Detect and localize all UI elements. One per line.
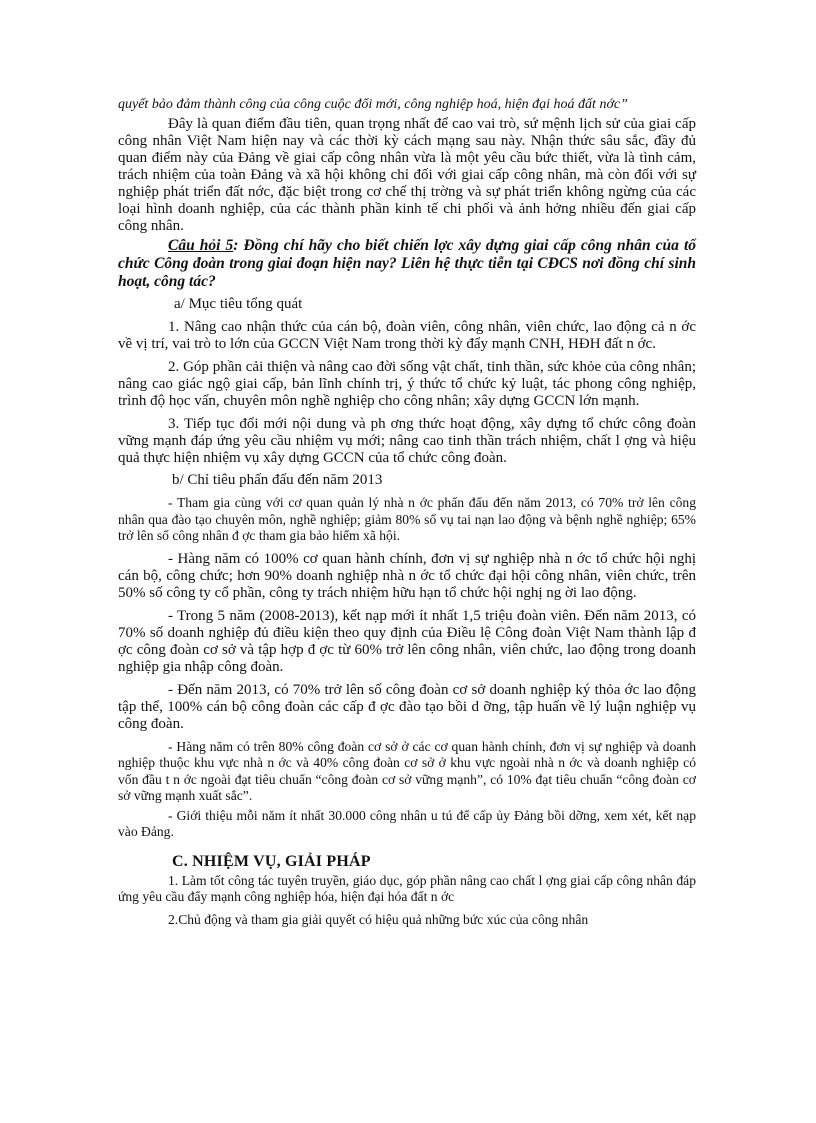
task-item: 2.Chủ động và tham gia giải quyết có hiệu quả những bức xúc của công nhân	[168, 911, 589, 927]
question-5	[118, 237, 696, 291]
document-page	[118, 96, 696, 928]
target-item: - Đến năm 2013, có 70% trở lên số công đoàn cơ sở doanh nghiệp ký thỏa ớc lao động tập thể, 100% cán bộ công đoàn các cấp đ ợc đào tạo bồi d ỡng, tập huấn về lý luận nghiệp vụ công đoàn.	[118, 681, 696, 732]
target-item: - Hàng năm có trên 80% công đoàn cơ sở ở các cơ quan hành chính, đơn vị sự nghiệp và doanh nghiệp thuộc khu vực nhà n ớc và 40% công đoàn cơ sở ở khu vực ngoài nhà n ớc và doanh nghiệp có vốn đầu t n ớc ngoài đạt tiêu chuẩn “công đoàn cơ sở vững mạnh”, có 10% đạt tiêu chuẩn “công đoàn cơ sở vững mạnh xuất sắc”.	[118, 738, 696, 803]
target-item: - Trong 5 năm (2008-2013), kết nạp mới ít nhất 1,5 triệu đoàn viên. Đến năm 2013, có 70% số doanh nghiệp đủ điều kiện theo quy định của Điều lệ Công đoàn Việt Nam thành lập đ ợc công đoàn cơ sở và tập hợp đ ợc từ 60% trở lên công nhân, viên chức, lao động trong doanh nghiệp gia nhập công đoàn.	[118, 607, 696, 675]
goal-item: 3. Tiếp tục đổi mới nội dung và ph ơng thức hoạt động, xây dựng tổ chức công đoàn vững mạnh đáp ứng yêu cầu nhiệm vụ mới; nâng cao tinh thần trách nhiệm, chất l ợng và hiệu quả thực hiện nhiệm vụ xây dựng GCCN của tổ chức công đoàn.	[118, 416, 696, 466]
goal-item: 1. Nâng cao nhận thức của cán bộ, đoàn viên, công nhân, viên chức, lao động cả n ớc về vị trí, vai trò to lớn của GCCN Việt Nam trong thời kỳ đẩy mạnh CNH, HĐH đất n ớc.	[118, 319, 696, 352]
goal-item: 2. Góp phần cải thiện và nâng cao đời sống vật chất, tinh thần, sức khỏe của công nhân; nâng cao giác ngộ giai cấp, bản lĩnh chính trị, ý thức tổ chức kỷ luật, tác phong công nghiệp, trình độ học vấn, chuyên môn nghề nghiệp cho công nhân; xây dựng GCCN lớn mạnh.	[118, 359, 696, 409]
intro-paragraph: Đây là quan điểm đầu tiên, quan trọng nhất để cao vai trò, sứ mệnh lịch sử của giai cấp công nhân Việt Nam hiện nay và các thời kỳ cách mạng sau này. Nhận thức sâu sắc, đầy đủ quan điểm này của Đảng về giai cấp công nhân vừa là một yêu cầu bức thiết, vừa là tình cảm, trách nhiệm của toàn Đảng và xã hội không chỉ đối với giai cấp công nhân, mà còn đối với sự nghiệp phát triển đất nớc, đặc biệt trong cơ chế thị trờng và sự phát triển không ngừng của các loại hình doanh nghiệp, của các thành phần kinh tế chi phối và ảnh hởng nhiều đến giai cấp công nhân.	[118, 116, 696, 234]
quote-continuation: quyết bảo đảm thành công của công cuộc đổi mới, công nghiệp hoá, hiện đại hoá đất nớc”	[118, 97, 628, 112]
task-item: 1. Làm tốt công tác tuyên truyền, giáo dục, góp phần nâng cao chất l ợng giai cấp công nhân đáp ứng yêu cầu đẩy mạnh công nghiệp hóa, hiện đại hóa đất n ớc	[118, 872, 696, 904]
target-item: - Tham gia cùng với cơ quan quản lý nhà n ớc phấn đấu đến năm 2013, có 70% trở lên công nhân qua đào tạo chuyên môn, nghề nghiệp; giảm 80% số vụ tai nạn lao động và bệnh nghề nghiệp; 65% trở lên số công nhân đ ợc tham gia bảo hiểm xã hội.	[118, 495, 696, 543]
target-item: - Hàng năm có 100% cơ quan hành chính, đơn vị sự nghiệp nhà n ớc tổ chức hội nghị cán bộ, công chức; hơn 90% doanh nghiệp nhà n ớc tổ chức đại hội công nhân, viên chức, trên 50% số công ty cổ phần, công ty trách nhiệm hữu hạn tổ chức hội nghị ng ời lao động.	[118, 550, 696, 601]
section-c-heading: C. NHIỆM VỤ, GIẢI PHÁP	[172, 852, 371, 870]
section-a-title: a/ Mục tiêu tổng quát	[174, 296, 303, 312]
question-text: : Đồng chí hãy cho biết chiến lợc xây dựng giai cấp công nhân của tổ chức Công đoàn trong giai đoạn hiện nay? Liên hệ thực tiễn tại CĐCS nơi đồng chí sinh hoạt, công tác?	[118, 237, 696, 290]
section-b-title: b/ Chỉ tiêu phấn đấu đến năm 2013	[172, 472, 383, 488]
target-item: - Giới thiệu mỗi năm ít nhất 30.000 công nhân u tú để cấp ủy Đảng bồi dỡng, xem xét, kết nạp vào Đảng.	[118, 807, 696, 839]
question-label: Câu hỏi 5	[168, 237, 234, 254]
